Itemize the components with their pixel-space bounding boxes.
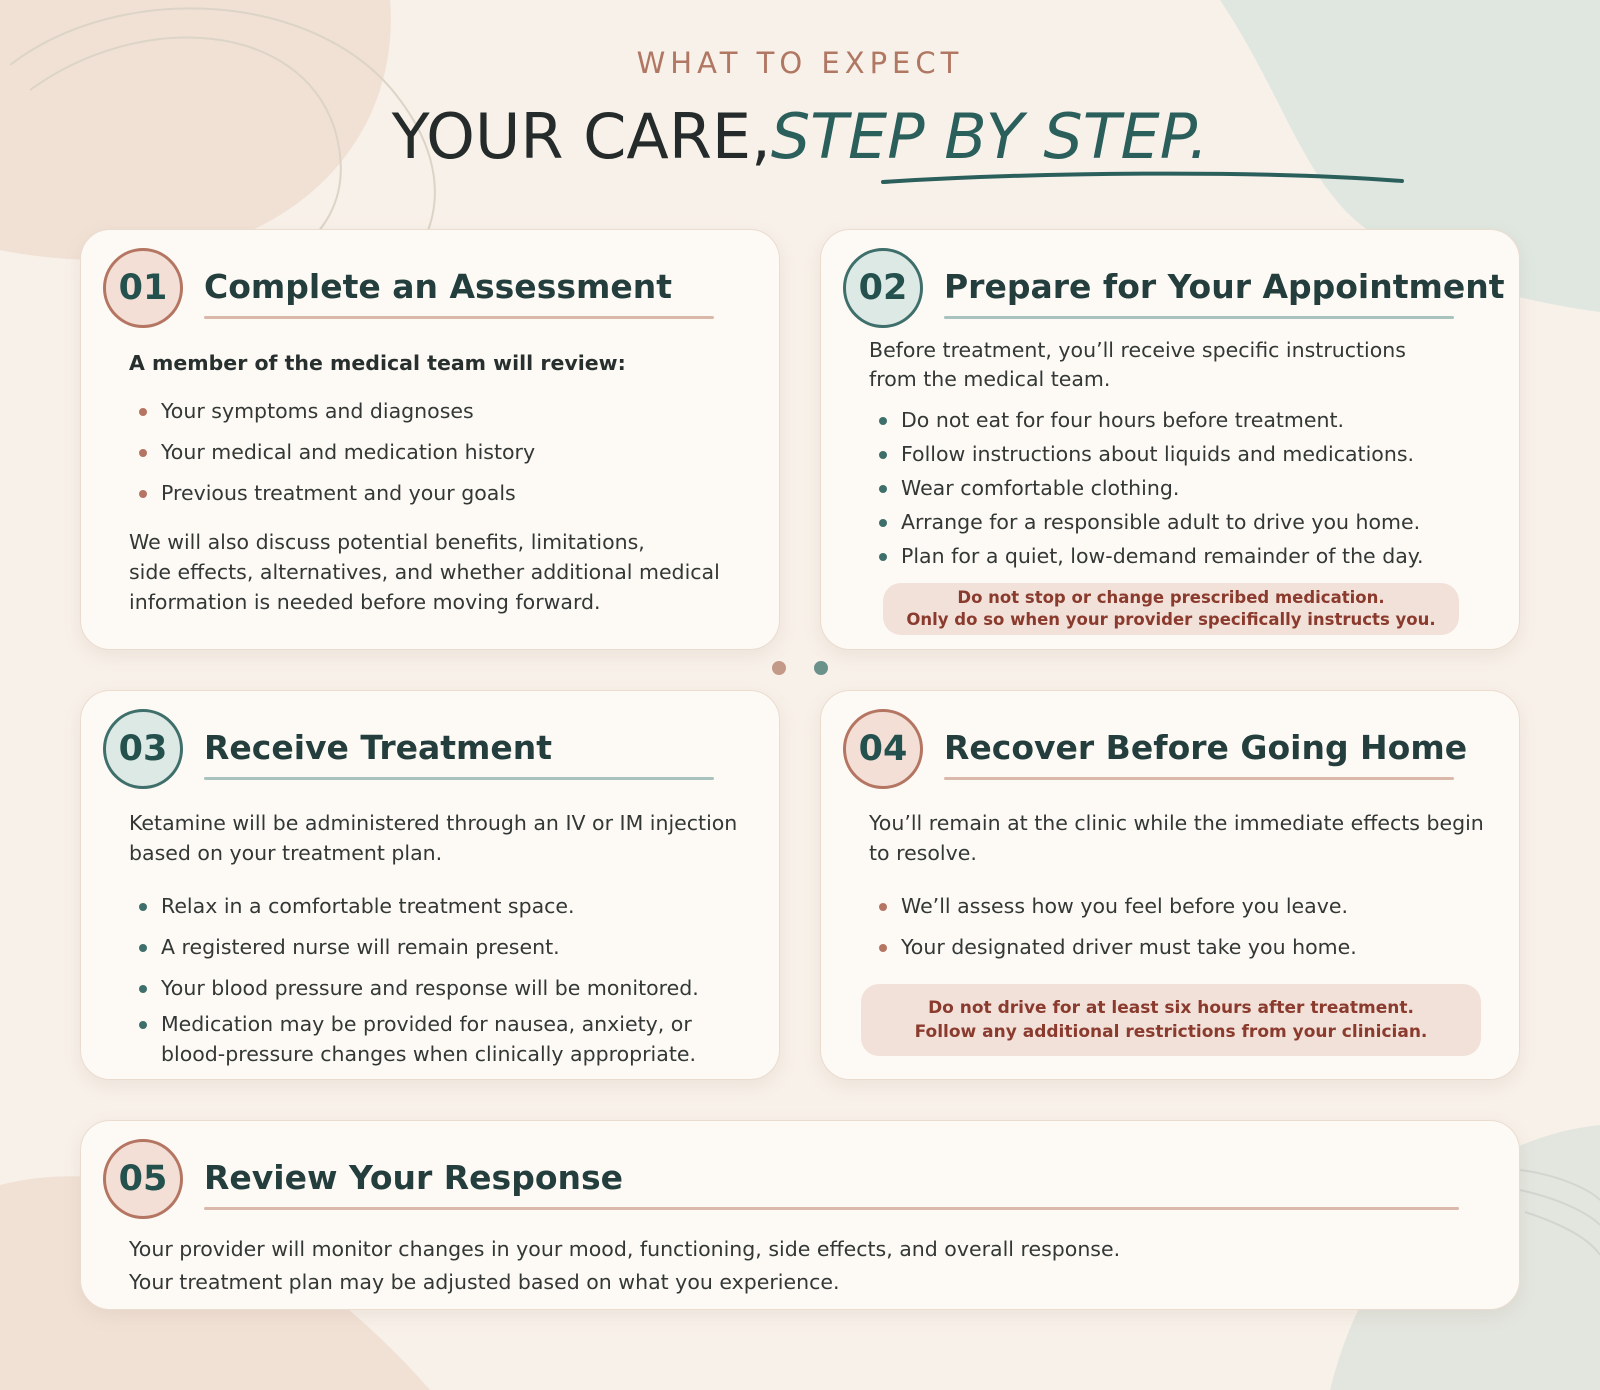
list-item: Your designated driver must take you home. <box>869 932 1509 962</box>
list-item: Your blood pressure and response will be monitored. <box>129 973 769 1003</box>
list-item <box>129 1009 769 1069</box>
step-number-badge: 02 <box>843 248 923 328</box>
step-number-badge: 01 <box>103 248 183 328</box>
step-card-04 <box>820 690 1520 1080</box>
step-number-badge: 04 <box>843 709 923 789</box>
list-item: Do not eat for four hours before treatment. <box>869 405 1509 435</box>
step-lead-line: from the medical team. <box>869 367 1111 391</box>
step-title: Complete an Assessment <box>204 267 673 306</box>
list-item: Your medical and medication history <box>129 437 749 467</box>
eyebrow-text: WHAT TO EXPECT <box>636 46 964 80</box>
list-item: We’ll assess how you feel before you leave. <box>869 891 1509 921</box>
step-bullet-list <box>869 405 1509 571</box>
step-number-badge: 05 <box>103 1139 183 1219</box>
step-body-line: Your provider will monitor changes in your mood, functioning, side effects, and overall response. <box>129 1237 1121 1261</box>
step-lead <box>869 336 1489 394</box>
connector-dot-teal <box>814 661 828 675</box>
step-title: Review Your Response <box>204 1158 624 1197</box>
step-lead-line: Before treatment, you’ll receive specific instructions <box>869 338 1406 362</box>
alert-line: Do not stop or change prescribed medication. <box>957 588 1385 607</box>
step-body-line: information is needed before moving forward. <box>129 590 601 614</box>
step-title: Prepare for Your Appointment <box>944 267 1505 306</box>
alert-line: Only do so when your provider specifically instructs you. <box>906 610 1436 629</box>
list-item: Previous treatment and your goals <box>129 478 749 508</box>
step-bullet-list <box>129 396 749 508</box>
step-card-01 <box>80 229 780 650</box>
list-item: Follow instructions about liquids and medications. <box>869 439 1509 469</box>
list-item: Your symptoms and diagnoses <box>129 396 749 426</box>
step-bullet-list <box>869 891 1509 962</box>
page-title-plain: YOUR CARE, <box>391 100 771 173</box>
title-divider <box>204 777 714 780</box>
step-card-02 <box>820 229 1520 650</box>
list-item-line: blood-pressure changes when clinically appropriate. <box>161 1042 696 1066</box>
title-divider <box>204 1207 1459 1210</box>
title-divider <box>944 316 1454 319</box>
title-divider <box>944 777 1454 780</box>
title-underline <box>880 164 1410 194</box>
step-title: Recover Before Going Home <box>944 728 1468 767</box>
title-divider <box>204 316 714 319</box>
alert-line: Do not drive for at least six hours after treatment. <box>928 998 1414 1018</box>
driving-alert <box>861 984 1481 1056</box>
list-item-line: Medication may be provided for nausea, anxiety, or <box>161 1012 692 1036</box>
step-bullet-list <box>129 891 769 1069</box>
list-item: Plan for a quiet, low-demand remainder of the day. <box>869 541 1509 571</box>
page-title-accent: STEP BY STEP. <box>770 100 1209 173</box>
list-item: A registered nurse will remain present. <box>129 932 769 962</box>
step-lead <box>869 808 1509 868</box>
step-lead: A member of the medical team will review: <box>129 351 626 375</box>
step-lead-line: to resolve. <box>869 841 977 865</box>
step-body-line: We will also discuss potential benefits, limitations, <box>129 530 645 554</box>
alert-line: Follow any additional restrictions from your clinician. <box>914 1022 1428 1042</box>
step-title: Receive Treatment <box>204 728 553 767</box>
medication-alert <box>883 583 1459 635</box>
step-lead-line: You’ll remain at the clinic while the immediate effects begin <box>869 811 1484 835</box>
step-number-badge: 03 <box>103 709 183 789</box>
step-body-line: Your treatment plan may be adjusted based on what you experience. <box>129 1270 840 1294</box>
list-item: Arrange for a responsible adult to drive you home. <box>869 507 1509 537</box>
step-lead-line: Ketamine will be administered through an IV or IM injection <box>129 811 738 835</box>
step-card-03 <box>80 690 780 1080</box>
page-title <box>0 100 1600 173</box>
connector-dot-terra <box>772 661 786 675</box>
step-lead <box>129 808 769 868</box>
list-item: Wear comfortable clothing. <box>869 473 1509 503</box>
step-body <box>129 1233 1469 1299</box>
step-body-line: side effects, alternatives, and whether additional medical <box>129 560 720 584</box>
step-card-05 <box>80 1120 1520 1310</box>
step-body <box>129 527 769 617</box>
step-lead-line: based on your treatment plan. <box>129 841 443 865</box>
list-item: Relax in a comfortable treatment space. <box>129 891 769 921</box>
